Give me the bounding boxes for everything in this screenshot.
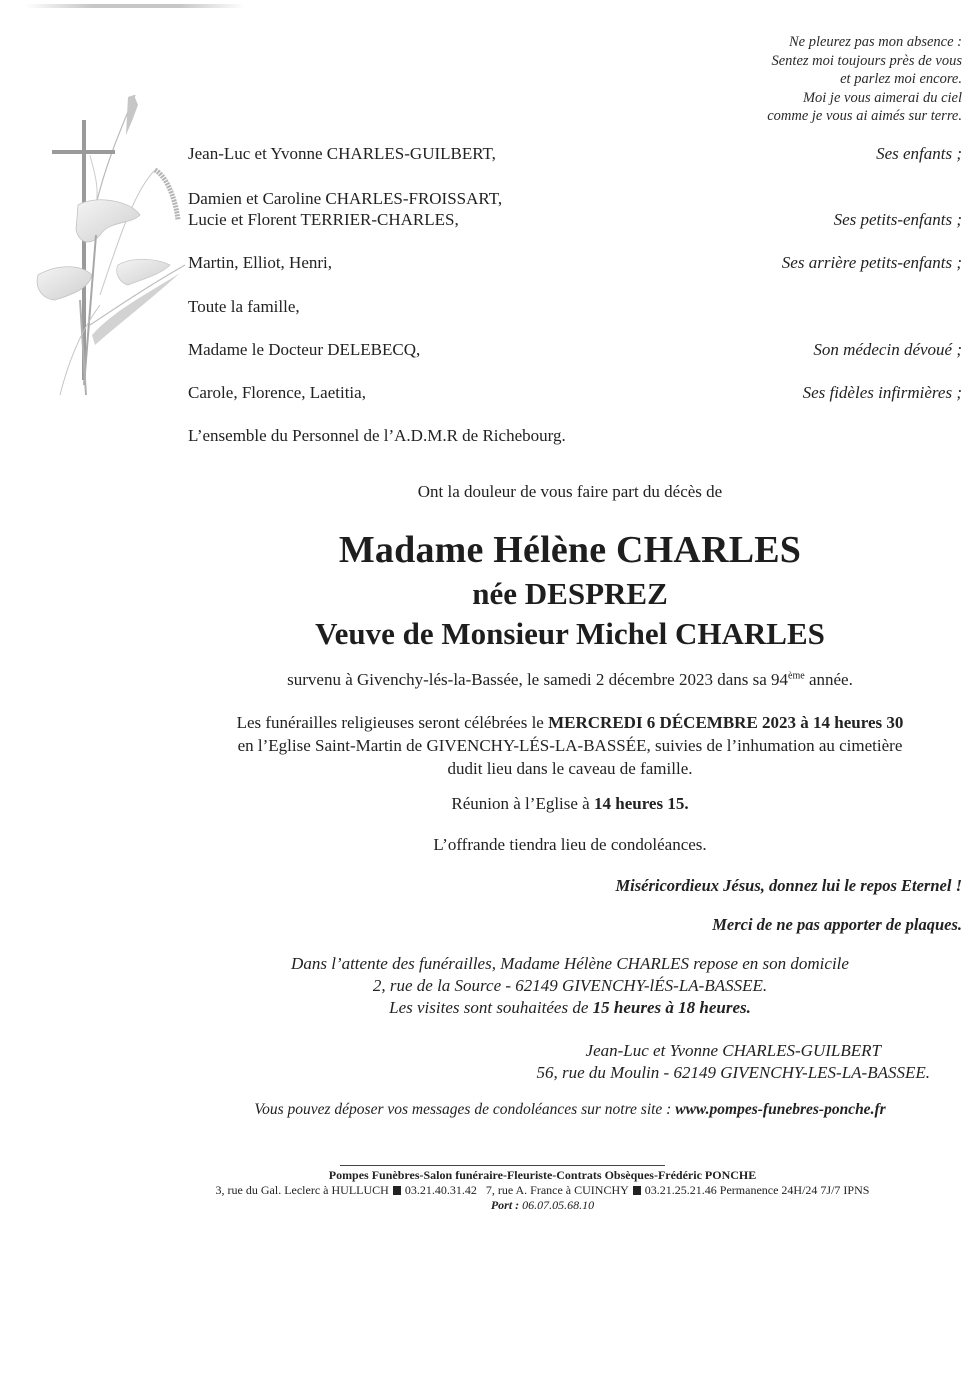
mobile-number: 06.07.05.68.10 <box>522 1198 595 1212</box>
prayer-line: Miséricordieux Jésus, donnez lui le repos Eternel ! <box>615 876 962 895</box>
family-role: Ses enfants ; <box>876 144 962 163</box>
death-text: survenu à Givenchy-lés-la-Bassée, le samedi 2 décembre 2023 dans sa 94 <box>287 670 789 689</box>
family-names: Damien et Caroline CHARLES-FROISSART, <box>188 189 503 208</box>
family-row-nurses <box>188 382 962 404</box>
phone-cuinchy: 03.21.25.21.46 <box>644 1183 717 1197</box>
family-row-great-grandchildren <box>188 252 962 274</box>
death-text-end: année. <box>804 670 853 689</box>
funeral-details <box>170 711 970 780</box>
address-cuinchy: 7, rue A. France à CUINCHY <box>485 1183 629 1197</box>
mobile-label: Port : <box>490 1198 520 1212</box>
no-plaques-note: Merci de ne pas apporter de plaques. <box>712 915 962 934</box>
funeral-line-2: en l’Eglise Saint-Martin de GIVENCHY-LÉS-LA-BASSÉE, suivies de l’inhumation au cimetière <box>237 736 903 755</box>
family-row-children <box>188 143 962 165</box>
phone-hulluch: 03.21.40.31.42 <box>404 1183 477 1197</box>
condolences-text: Vous pouvez déposer vos messages de condoléances sur notre site : <box>254 1101 676 1118</box>
rest-line-3 <box>170 997 970 1019</box>
widow-of: Veuve de Monsieur Michel CHARLES <box>315 616 825 651</box>
funeral-line-3: dudit lieu dans le caveau de famille. <box>447 759 693 778</box>
phone-icon <box>633 1186 641 1195</box>
signature-name: Jean-Luc et Yvonne CHARLES-GUILBERT <box>585 1041 881 1060</box>
family-names: Lucie et Florent TERRIER-CHARLES, <box>188 210 459 229</box>
reunion-time <box>170 794 970 814</box>
address-hulluch: 3, rue du Gal. Leclerc à HULLUCH <box>215 1183 389 1197</box>
family-names: Jean-Luc et Yvonne CHARLES-GUILBERT, <box>188 144 496 163</box>
announcement-intro: Ont la douleur de vous faire part du décès de <box>417 482 723 501</box>
company-addresses <box>150 1183 935 1198</box>
family-role: Ses fidèles infirmières ; <box>802 383 962 402</box>
family-role: Ses petits-enfants ; <box>833 210 962 229</box>
visits-hours: 15 heures à 18 heures. <box>592 998 751 1017</box>
funeral-text: Les funérailles religieuses seront célébrées le <box>236 713 549 732</box>
phone-icon <box>393 1186 401 1195</box>
cross-lily-icon <box>0 95 190 395</box>
family-row-grandchildren-2 <box>188 209 962 231</box>
family-row-staff <box>188 425 962 447</box>
condolences-website-link[interactable]: www.pompes-funebres-ponche.fr <box>675 1101 886 1118</box>
footer-divider <box>340 1165 665 1166</box>
family-role: Son médecin dévoué ; <box>813 340 962 359</box>
permanence-note: Permanence 24H/24 7J/7 IPNS <box>719 1183 870 1197</box>
family-names: Toute la famille, <box>188 297 300 316</box>
visits-text: Les visites sont souhaitées de <box>389 998 593 1017</box>
deceased-name: Madame Hélène CHARLES <box>338 529 802 571</box>
poem-line: Ne pleurez pas mon absence : <box>788 34 962 50</box>
rest-line-2: 2, rue de la Source - 62149 GIVENCHY-lÉS-LA-BASSEE. <box>372 976 768 995</box>
family-names: Martin, Elliot, Henri, <box>188 253 333 272</box>
mobile-line <box>150 1198 935 1213</box>
funeral-datetime: MERCREDI 6 DÉCEMBRE 2023 à 14 heures 30 <box>548 713 904 732</box>
poem-line: Sentez moi toujours près de vous <box>771 52 962 69</box>
poem-line: Moi je vous aimerai du ciel <box>802 89 962 106</box>
offering-note: L’offrande tiendra lieu de condoléances. <box>433 835 707 854</box>
rest-line-1: Dans l’attente des funérailles, Madame Hélène CHARLES repose en son domicile <box>291 954 849 973</box>
family-row-all-family <box>188 296 962 318</box>
family-role: Ses arrière petits-enfants ; <box>781 253 962 272</box>
maiden-name: née DESPREZ <box>472 576 668 611</box>
company-name: Pompes Funèbres-Salon funéraire-Fleuriste-Contrats Obsèques-Frédéric PONCHE <box>328 1168 757 1182</box>
reunion-text: Réunion à l’Eglise à <box>451 794 594 813</box>
family-row-grandchildren-1 <box>188 188 962 210</box>
condolences-note <box>170 1101 970 1119</box>
family-names: Carole, Florence, Laetitia, <box>188 383 366 402</box>
ordinal-suffix: ème <box>788 670 805 682</box>
scan-artifact <box>25 4 245 8</box>
funeral-home-footer <box>150 1168 935 1213</box>
resting-place <box>170 953 970 1019</box>
poem-line: comme je vous ai aimés sur terre. <box>767 108 962 124</box>
family-signature <box>537 1040 930 1084</box>
death-details <box>170 670 970 690</box>
family-names: L’ensemble du Personnel de l’A.D.M.R de Richebourg. <box>188 426 566 445</box>
family-names: Madame le Docteur DELEBECQ, <box>188 340 421 359</box>
funeral-line-1 <box>170 711 970 734</box>
poem <box>702 33 962 126</box>
signature-address: 56, rue du Moulin - 62149 GIVENCHY-LES-LA-BASSEE. <box>536 1063 930 1082</box>
poem-line: et parlez moi encore. <box>840 71 962 87</box>
family-row-doctor <box>188 339 962 361</box>
reunion-hour: 14 heures 15. <box>593 794 689 813</box>
